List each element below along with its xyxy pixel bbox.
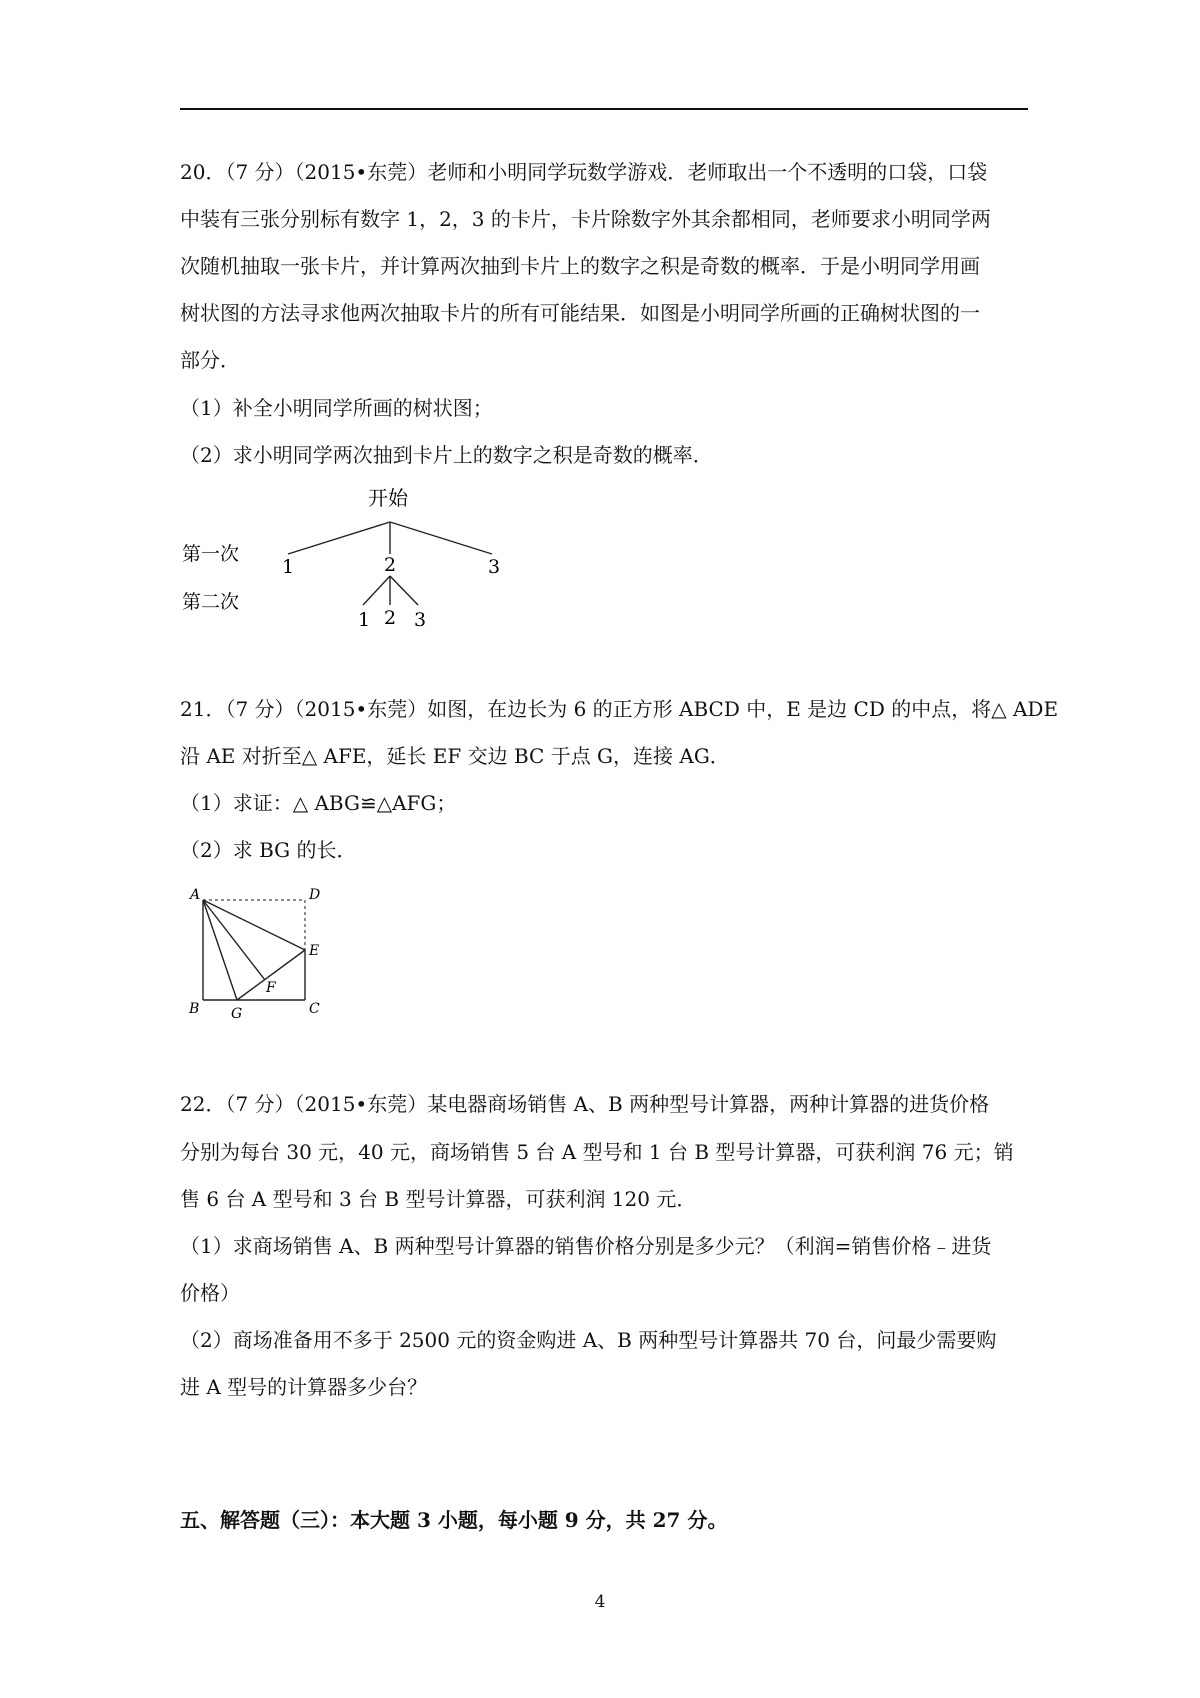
q22-part-2-line-1: （2）商场准备用不多于 2500 元的资金购进 A、B 两种型号计算器共 70 台，问最少需要购 xyxy=(180,1328,997,1352)
tree-row1-label: 第一次 xyxy=(182,543,240,565)
q20-line-5: 部分． xyxy=(180,348,240,372)
q20-part-2: （2）求小明同学两次抽到卡片上的数字之积是奇数的概率． xyxy=(180,443,713,467)
header-rule xyxy=(180,108,1028,110)
q22-line-1: 22．（7 分）（2015•东莞）某电器商场销售 A、B 两种型号计算器，两种计算器的进货价格 xyxy=(180,1092,990,1116)
q21-line-2: 沿 AE 对折至△ AFE，延长 EF 交边 BC 于点 G，连接 AG． xyxy=(180,744,730,768)
q22-part-2-line-2: 进 A 型号的计算器多少台？ xyxy=(180,1375,428,1399)
q20-part-1: （1）补全小明同学所画的树状图； xyxy=(180,396,493,420)
tree-second-1: 1 xyxy=(358,609,371,631)
tree-second-2: 2 xyxy=(384,607,397,629)
branch-2-1 xyxy=(363,576,390,605)
label-f: F xyxy=(266,980,276,996)
tree-root-label: 开始 xyxy=(368,486,408,510)
tree-first-3: 3 xyxy=(488,556,501,578)
tree-first-1: 1 xyxy=(282,556,295,578)
q21-part-1: （1）求证：△ ABG≌△AFG； xyxy=(180,791,457,815)
q21-line-1: 21．（7 分）（2015•东莞）如图，在边长为 6 的正方形 ABCD 中，E 是边 CD 的中点，将△ ADE xyxy=(180,697,1059,721)
q20-line-3: 次随机抽取一张卡片，并计算两次抽到卡片上的数字之积是奇数的概率．于是小明同学用画 xyxy=(180,254,980,278)
tree-row2-label: 第二次 xyxy=(182,591,240,613)
page-number: 4 xyxy=(594,1592,606,1612)
tree-second-3: 3 xyxy=(414,609,427,631)
section-5-heading: 五、解答题（三）：本大题 3 小题，每小题 9 分，共 27 分。 xyxy=(180,1508,728,1532)
branch-2-3 xyxy=(390,576,418,605)
square-figure xyxy=(185,885,335,1025)
tree-diagram xyxy=(170,480,570,640)
label-b: B xyxy=(189,1001,200,1017)
branch-root-3 xyxy=(390,522,492,554)
tree-first-2: 2 xyxy=(384,554,397,576)
branch-root-1 xyxy=(288,522,390,554)
q20-line-4: 树状图的方法寻求他两次抽取卡片的所有可能结果．如图是小明同学所画的正确树状图的一 xyxy=(180,301,980,325)
q22-part-1-line-1: （1）求商场销售 A、B 两种型号计算器的销售价格分别是多少元？（利润=销售价格﹣进货 xyxy=(180,1234,992,1258)
q22-part-1-line-2: 价格） xyxy=(180,1281,240,1305)
q22-line-3: 售 6 台 A 型号和 3 台 B 型号计算器，可获利润 120 元． xyxy=(180,1187,697,1211)
label-g: G xyxy=(231,1006,243,1022)
label-a: A xyxy=(190,887,201,903)
label-d: D xyxy=(309,887,321,903)
label-e: E xyxy=(309,943,320,959)
segment-af xyxy=(203,900,265,980)
label-c: C xyxy=(309,1001,320,1017)
q20-line-1: 20．（7 分）（2015•东莞）老师和小明同学玩数学游戏．老师取出一个不透明的口袋，口袋 xyxy=(180,160,988,184)
segment-ae xyxy=(203,900,305,950)
q21-part-2: （2）求 BG 的长． xyxy=(180,838,357,862)
q20-line-2: 中装有三张分别标有数字 1，2，3 的卡片，卡片除数字外其余都相同，老师要求小明同学两 xyxy=(180,207,991,231)
segment-ag xyxy=(203,900,237,1000)
q22-line-2: 分别为每台 30 元，40 元，商场销售 5 台 A 型号和 1 台 B 型号计算器，可获利润 76 元；销 xyxy=(180,1140,1014,1164)
